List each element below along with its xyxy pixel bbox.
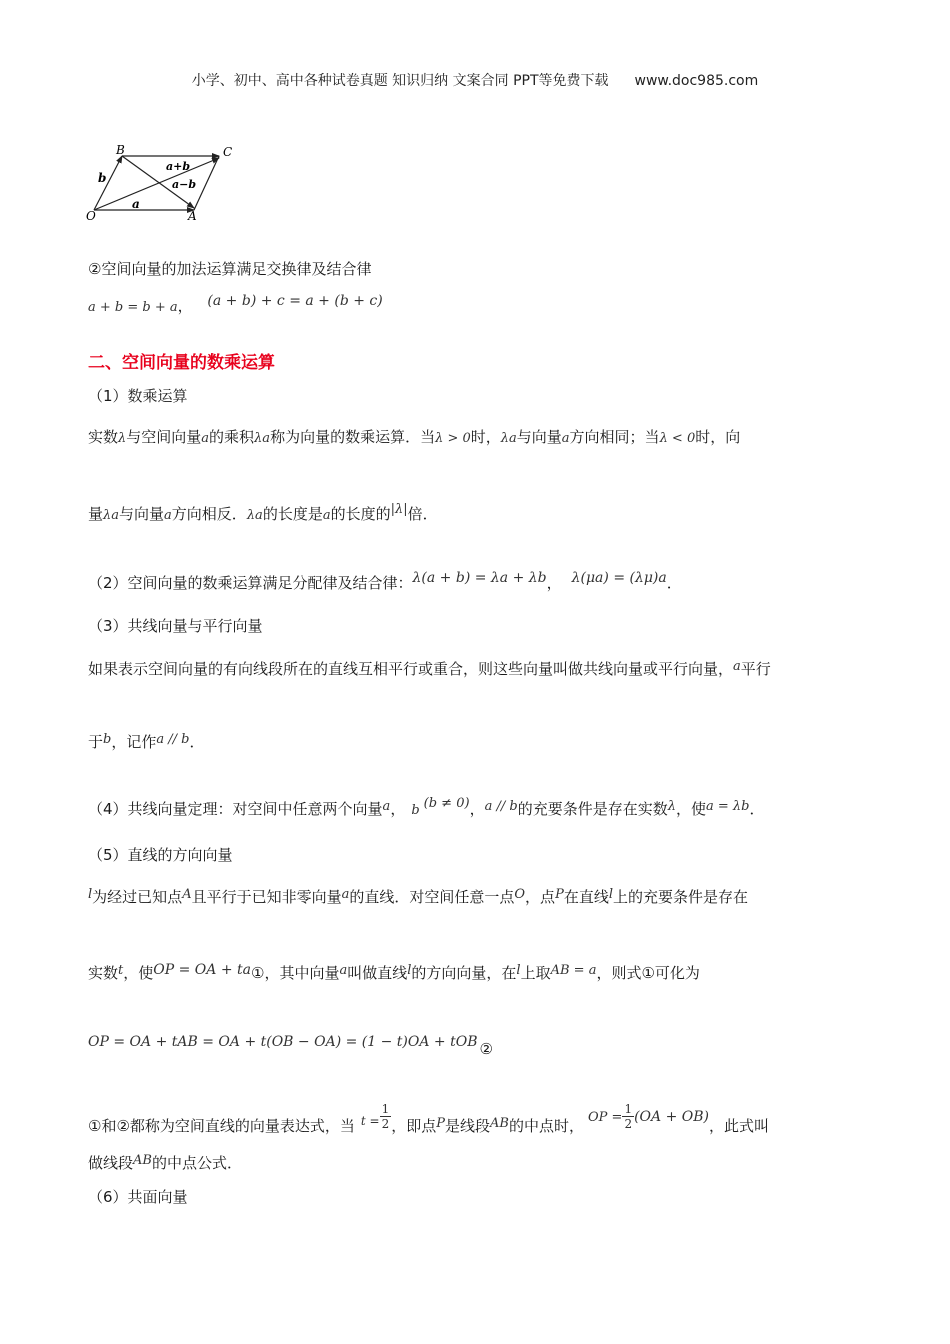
formula-collinear: a = λb [705,799,750,814]
collinear-theorem-line [88,798,764,819]
text: 与向量 [516,428,562,446]
math-cond-negative: λ < 0 [659,431,696,446]
math-b-nonzero: (b ≠ 0) [423,796,470,811]
text: 的长度是 [262,505,323,523]
header-title: 小学、初中、高中各种试卷真题 知识归纳 文案合同 PPT等免费下载 [191,73,609,89]
text: 叫做直线 [347,964,408,982]
text: ，使 [123,964,154,982]
text: ①，其中向量 [251,964,340,982]
denominator: 2 [624,1117,633,1131]
text: 实数 [88,428,119,446]
text: 时， [470,428,501,446]
math-a: a [341,887,350,902]
text: 在直线 [563,888,609,906]
text: 时，向 [695,428,741,446]
text: （4）共线向量定理：对空间中任意两个向量 [88,800,383,818]
subsection-5-title: （5）直线的方向向量 [88,846,233,864]
side-ac-line [194,156,219,210]
fraction-half [622,1102,634,1131]
formula-midpoint-sum: (OA + OB) [634,1109,709,1125]
commutative-assoc-formulas [88,295,383,316]
text: ． [749,800,765,818]
text: 是线段 [445,1117,491,1135]
section-heading: 二、空间向量的数乘运算 [88,353,275,373]
math-a: a [733,659,741,674]
denominator: 2 [381,1117,390,1131]
fraction-half [380,1102,392,1131]
formula-line-expanded: OP = OA + tAB = OA + t(OB − OA) = (1 − t)OA + tOB [88,1034,478,1050]
text: 的乘积 [209,428,255,446]
label-A: A [188,209,197,223]
math-lambda: λ [667,799,676,814]
midpoint-line2 [88,1152,242,1173]
text: 且平行于已知非零向量 [191,888,342,906]
scalar-mult-line2 [88,503,438,524]
text: 做线段 [88,1154,134,1172]
header-site-link[interactable]: www.doc985.com [634,73,759,89]
text: 的充要条件是存在实数 [517,800,668,818]
text: 方向相同；当 [569,428,660,446]
math-a: a [339,963,348,978]
text: ①和②都称为空间直线的向量表达式，当 [88,1117,355,1135]
text: 称为向量的数乘运算．当 [270,428,436,446]
math-b: b [103,732,112,747]
text: ． [189,733,205,751]
collinear-line1 [88,658,771,679]
text: 的长度的 [330,505,391,523]
math-A: A [182,887,192,902]
page-header [0,70,950,90]
formula-AB-equals-a: AB = a [550,963,597,978]
direction-vector-line2 [88,962,700,983]
formula-separator: ， [177,297,193,315]
math-AB: AB [133,1153,152,1168]
formula-parallel: a // b [156,732,190,747]
label-C: C [223,145,233,159]
math-a: a [201,431,210,446]
label-diff: a−b [172,178,197,191]
text: 实数 [88,964,119,982]
text: 上的充要条件是存在 [613,888,749,906]
collinear-line2 [88,731,204,752]
subsection-1-title: （1）数乘运算 [88,387,188,405]
label-a: a [132,197,140,211]
text: 方向相反． [171,505,247,523]
label-sum: a+b [166,160,191,173]
math-abs-lambda: |λ| [390,502,408,517]
math-OP-equals: OP = [588,1110,623,1125]
text: ，则式①可化为 [596,964,700,982]
math-lambda-a: λa [246,508,263,523]
text: （2）空间向量的数乘运算满足分配律及结合律： [88,574,413,592]
addition-law-text: ②空间向量的加法运算满足交换律及结合律 [88,260,372,278]
formula-line-equation: OP = OA + ta [153,962,251,978]
direction-vector-line1 [88,886,748,907]
text: ，使 [675,800,706,818]
label-b: b [98,171,107,185]
label-B: B [116,143,125,157]
parallelogram-figure [84,142,244,224]
math-lambda-a: λa [103,508,120,523]
text: 的方向向量，在 [411,964,517,982]
text: ，记作 [111,733,157,751]
text: 的直线．对空间任意一点 [349,888,515,906]
math-P: P [555,887,564,902]
vector-sum-line [94,158,219,210]
math-a: a [322,508,331,523]
subsection-3-title: （3）共线向量与平行向量 [88,617,263,635]
formula-associative: (a + b) + c = a + (b + c) [207,293,383,309]
math-l: l [407,963,412,978]
text: 与空间向量 [126,428,202,446]
text: ， [469,800,485,818]
scalar-mult-line1 [88,426,740,447]
math-l: l [88,887,93,902]
text: ，此式叫 [709,1117,770,1135]
text: ，即点 [391,1117,437,1135]
label-O: O [86,209,96,223]
subsection-6-title: （6）共面向量 [88,1188,188,1206]
text: 于 [88,733,104,751]
math-AB: AB [490,1116,509,1131]
math-lambda-a: λa [500,431,517,446]
math-a: a [382,799,391,814]
formula-commutative: a + b = b + a [88,300,178,315]
numerator: 1 [624,1102,633,1116]
math-P: P [436,1116,446,1131]
text: ， [546,574,562,592]
text: 与向量 [119,505,165,523]
midpoint-line1 [88,1102,770,1141]
subsection-2-line [88,572,682,593]
circled-two: ② [479,1040,493,1058]
text: 上取 [520,964,551,982]
math-t: t [118,963,124,978]
math-lambda-a: λa [254,431,271,446]
math-O: O [514,887,526,902]
math-cond-positive: λ > 0 [435,431,471,446]
text: 平行 [740,660,771,678]
math-l: l [516,963,521,978]
formula-parallel: a // b [484,799,518,814]
text: 量 [88,505,104,523]
math-a: a [561,431,570,446]
text: 如果表示空间向量的有向线段所在的直线互相平行或重合，则这些向量叫做共线向量或平行向量， [88,660,734,678]
text: 倍． [407,505,438,523]
text: ，点 [525,888,556,906]
formula-associative-scalar: λ(μa) = (λμ)a [571,570,667,586]
math-l: l [608,887,613,902]
text: ． [666,574,682,592]
text: ， [390,800,406,818]
math-b: b [411,803,420,818]
math-lambda: λ [118,431,127,446]
text: 为经过已知点 [92,888,183,906]
math-t-equals: t = [360,1114,380,1128]
text: 的中点时， [508,1117,584,1135]
line-expression-formula [88,1032,493,1058]
math-a: a [164,508,172,523]
numerator: 1 [381,1102,390,1116]
text: 的中点公式． [151,1154,242,1172]
formula-distributive: λ(a + b) = λa + λb [412,570,547,586]
